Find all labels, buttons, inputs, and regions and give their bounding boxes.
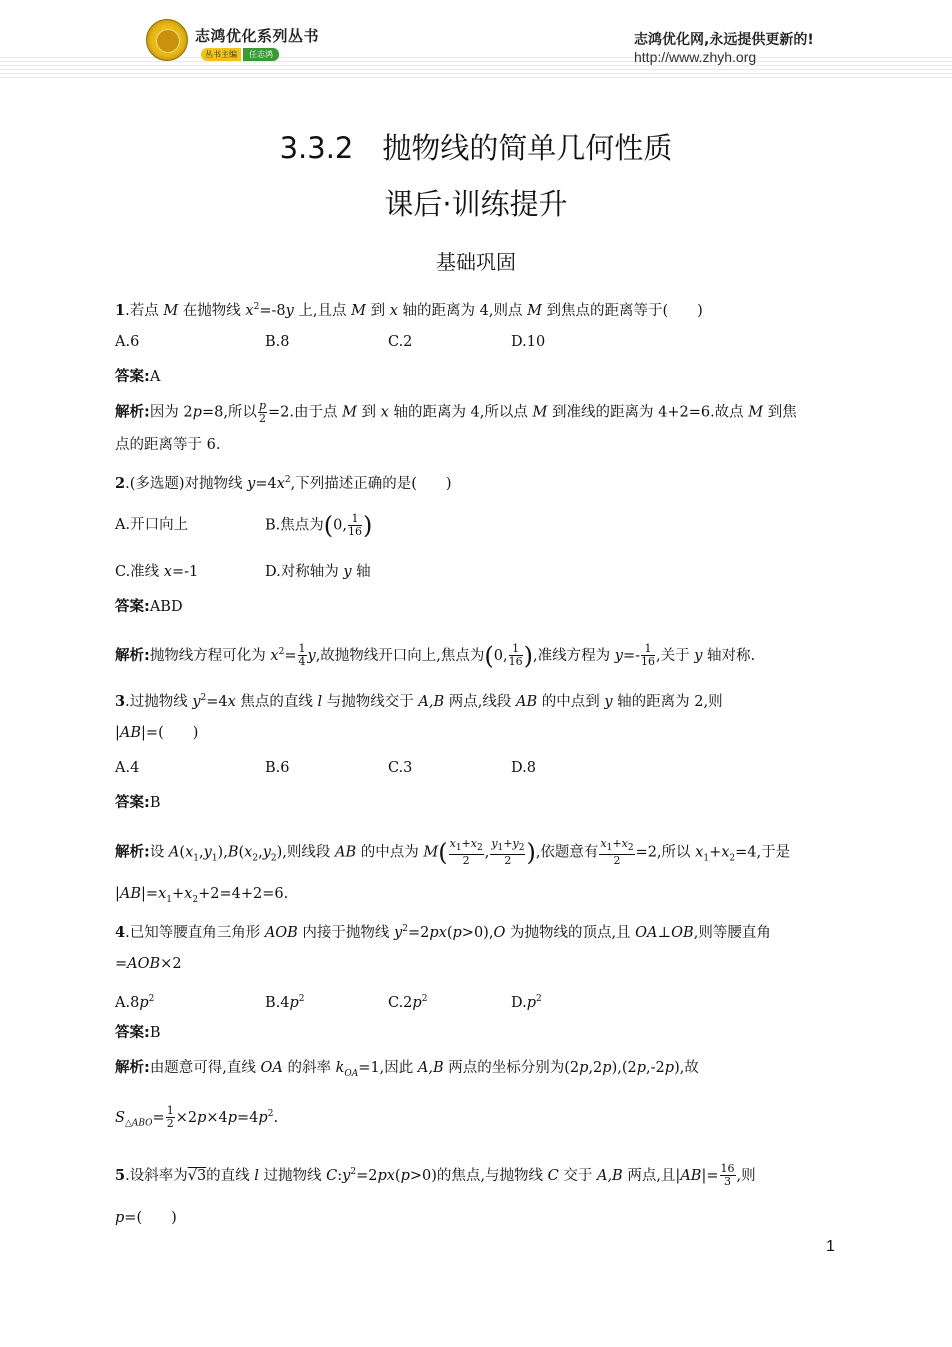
question-4: 4.已知等腰直角三角形 AOB 内接于抛物线 $y^2=2px(p>0),O$ 为抛物线的顶点,且 OA⊥OB,则等腰直角 (115, 923, 771, 941)
q4-option-d: $D.p^2$ (511, 994, 542, 1011)
q4-option-b: $B.4p^2$ (265, 994, 305, 1011)
lesson-subtitle: 课后·训练提升 (384, 187, 568, 221)
q4-option-a: $A.8p^2$ (115, 994, 155, 1011)
q1-option-d: D.10 (511, 334, 546, 350)
q2-option-b: B.焦点为(0, $\frac{1}{16}$ ) (265, 511, 373, 540)
question-3: 3.过抛物线 $y^2=4x$ 焦点的直线 l 与抛物线交于 A,B 两点,线段 AB 的中点到 y 轴的距离为 2,则 (115, 692, 723, 710)
q2-option-d: D.对称轴为 y 轴 (265, 564, 371, 580)
q2-analysis: 解析:抛物线方程可化为 $x^2=$ $\frac{1}{4}$ y,故抛物线开口向上,焦点为(0, $\frac{1}{16}$ ),准线方程为 y=- $\frac{1}{16}$ ,关于 y 轴对称. (115, 641, 756, 670)
q1-analysis-line2: 点的距离等于 6. (115, 437, 221, 453)
editor-name: 任志鸿 (243, 48, 279, 61)
page-number: 1 (826, 1238, 835, 1255)
q3-option-c: C.3 (388, 760, 413, 776)
section-heading: 基础巩固 (436, 250, 516, 274)
logo-icon (146, 19, 188, 61)
series-title: 志鸿优化系列丛书 (195, 27, 320, 45)
q2-option-a: A.开口向上 (115, 517, 189, 533)
site-slogan: 志鸿优化网,永远提供更新的! (634, 32, 814, 48)
q1-option-c: C.2 (388, 334, 413, 350)
q3-option-d: D.8 (511, 760, 536, 776)
q3-analysis-line2: $|AB|=x_1+x_2+2=4+2=6$. (115, 886, 289, 905)
question-5: 5.设斜率为√3的直线 l 过抛物线 $C:y^2=2px(p>0)$的焦点,与抛物线 C 交于 A,B 两点,且|AB|= $\frac{16}{3}$ ,则 (115, 1162, 756, 1189)
q4-option-c: $C.2p^2$ (388, 994, 428, 1011)
q2-answer: 答案:ABD (115, 599, 183, 615)
question-1: 1.若点 M 在抛物线 $x^2=-8y$ 上,且点 M 到 x 轴的距离为 4,则点 M 到焦点的距离等于( ) (115, 301, 703, 319)
q3-answer: 答案:B (115, 795, 161, 811)
q3-option-b: B.6 (265, 760, 290, 776)
question-3-line2: |AB|=( ) (115, 725, 199, 741)
header-stripes (0, 54, 952, 80)
site-url[interactable]: http://www.zhyh.org (634, 49, 757, 65)
lesson-title: 3.3.2 抛物线的简单几何性质 (279, 131, 673, 165)
logo-emblem (156, 29, 180, 53)
question-2: 2.(多选题)对抛物线 $y=4x^2$,下列描述正确的是( ) (115, 474, 452, 492)
question-5-line2: p=( ) (115, 1210, 177, 1226)
q2-option-c: C.准线 x=-1 (115, 564, 199, 580)
q1-option-b: B.8 (265, 334, 290, 350)
q1-analysis: 解析:因为 2p=8,所以 $\frac{p}{2}$ =2.由于点 M 到 x 轴的距离为 4,所以点 M 到准线的距离为 4+2=6.故点 M 到焦 (115, 399, 797, 425)
q4-analysis-line2: $S_{\triangle ABO}=$ $\frac{1}{2}$ $\times 2p\times 4p=4p^2$. (115, 1104, 279, 1131)
question-4-line2: =AOB×2 (115, 956, 182, 972)
editor-label: 丛书主编 (201, 48, 241, 61)
page-header (0, 0, 952, 80)
q3-analysis: 解析:设 $A(x_1,y_1),B(x_2,y_2)$,则线段 AB 的中点为 M( $\frac{x_1+x_2}{2}$ , $\frac{y_1+y_2}{2}$ ),依题意有 $\frac{x_1+x_2}{2}$ =2,所以 $x_1+x_2=4$,于是 (115, 837, 791, 868)
q1-option-a: A.6 (115, 334, 140, 350)
q3-option-a: A.4 (115, 760, 140, 776)
q4-answer: 答案:B (115, 1025, 161, 1041)
q4-analysis: 解析:由题意可得,直线 OA 的斜率 $k_{OA}=1$,因此 A,B 两点的坐标分别为(2p,2p),(2p,-2p),故 (115, 1060, 699, 1079)
q1-answer: 答案:A (115, 369, 161, 385)
